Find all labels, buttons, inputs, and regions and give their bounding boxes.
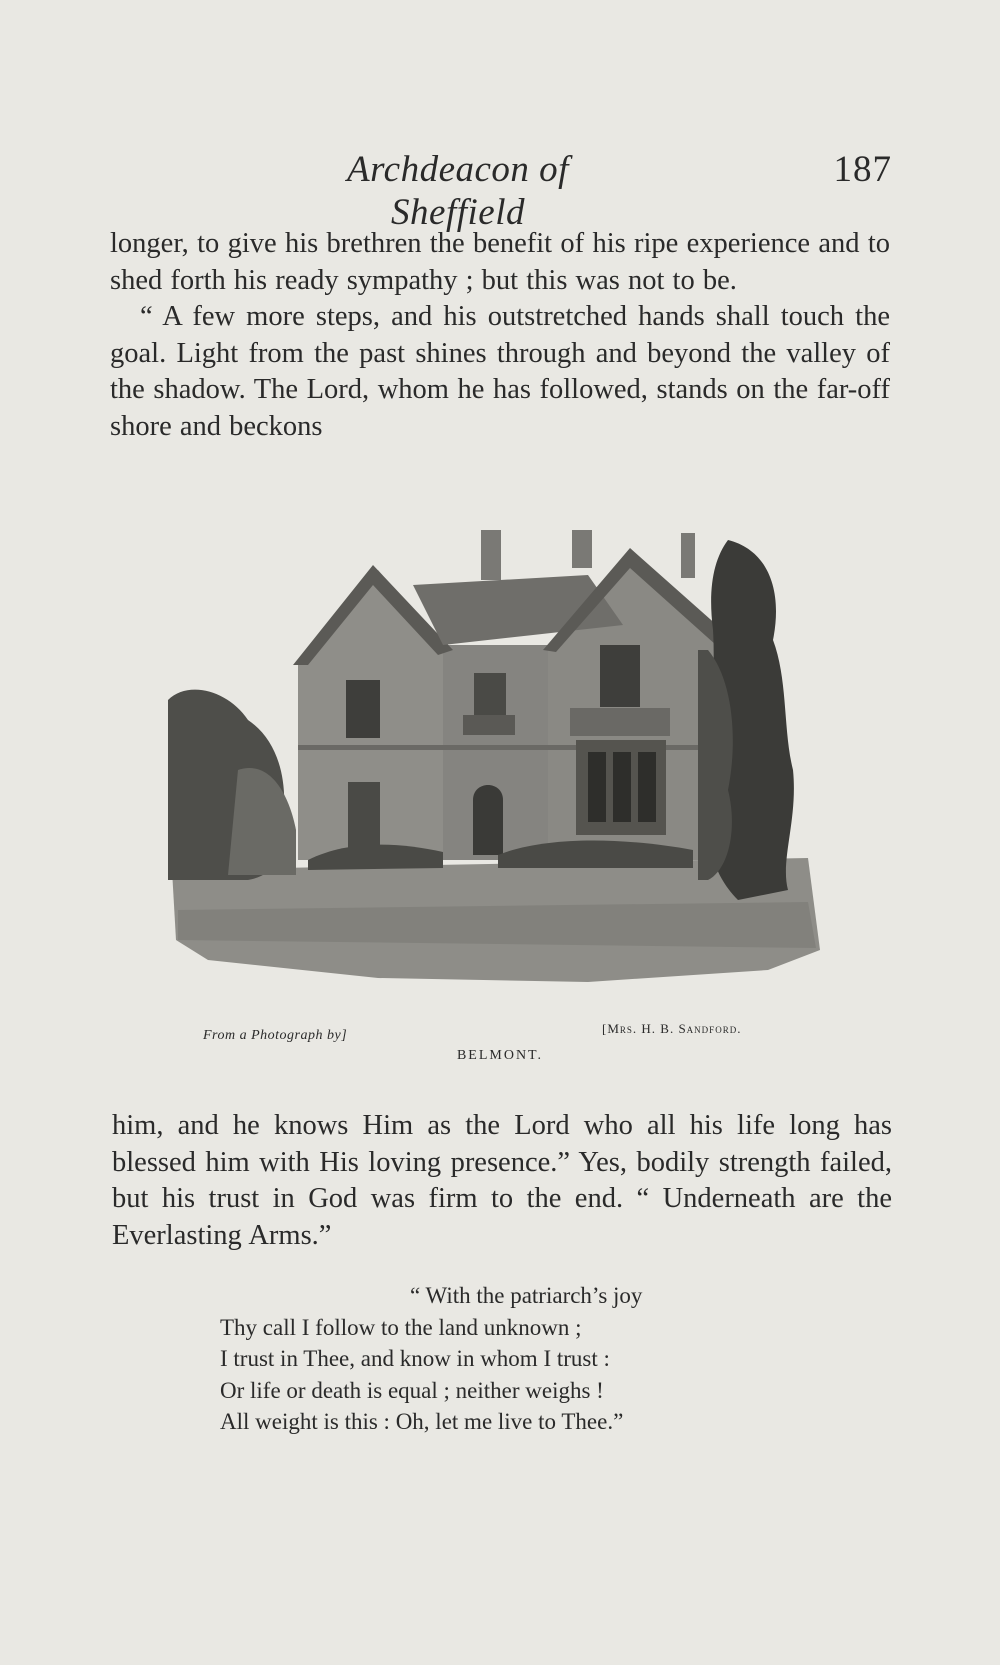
paragraph-continuation: longer, to give his brethren the benefit of his ripe experience and to shed forth his ready sympathy ; but this was not to be. [110,228,890,296]
body-text-top [110,226,890,445]
poem-block [220,1280,840,1438]
photo-credit-left: From a Photograph by] [203,1028,348,1043]
poem-line: All weight is this : Oh, let me live to Thee.” [220,1409,624,1434]
page-header [108,148,892,233]
running-title: Archdeacon of Sheffield [347,149,569,233]
figure-caption: BELMONT. [456,1048,544,1063]
paragraph-quote: “ A few more steps, and his outstretched hands shall touch the goal. Light from the past shines through and beyond the valley of the shadow. The Lord, whom he has followed, stands on the far-off shore and beckons [110,301,890,442]
poem-line: Or life or death is equal ; neither weighs ! [220,1377,604,1403]
body-text-bottom: him, and he knows Him as the Lord who all his life long has blessed him with His loving presence.” Yes, bodily strength failed, but his trust in God was firm to the end. “ Underneath are the Everlasting Arms.” [112,1110,892,1251]
poem-line: Thy call I follow to the land unknown ; [220,1314,582,1340]
page-number: 187 [833,149,892,190]
photo-credit-right: [Mrs. H. B. Sandford. [602,1021,742,1036]
poem-line: I trust in Thee, and know in whom I trust : [220,1346,610,1371]
poem-line: “ With the patriarch’s joy [410,1283,643,1308]
house-photograph [168,530,828,1020]
